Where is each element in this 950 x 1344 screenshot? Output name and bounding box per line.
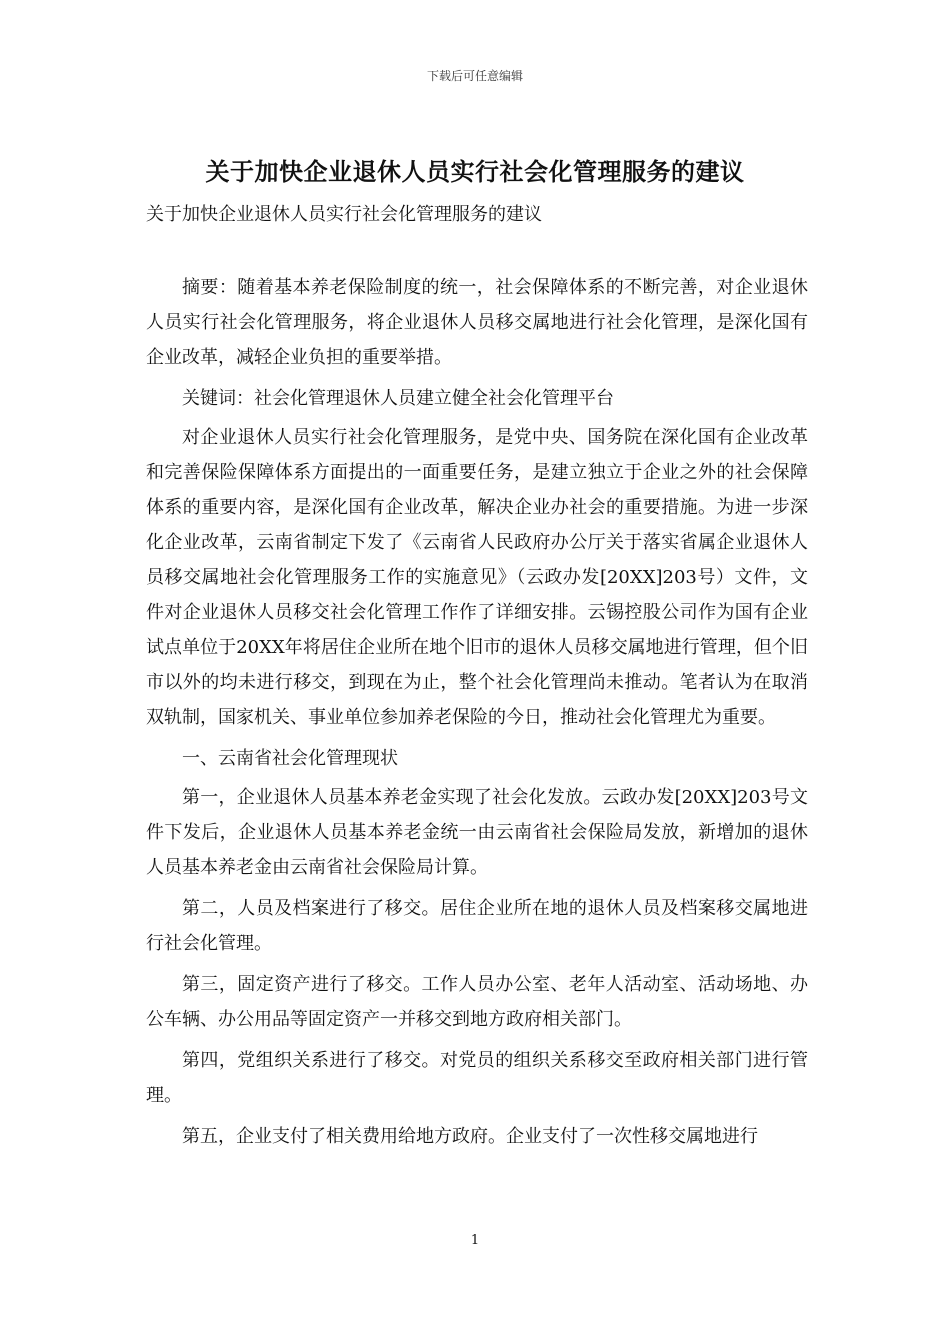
document-body (146, 270, 808, 1160)
body-paragraph: 第三，固定资产进行了移交。工作人员办公室、老年人活动室、活动场地、办公车辆、办公用品等固定资产一并移交到地方政府相关部门。 (146, 974, 808, 1030)
body-paragraph: 第二，人员及档案进行了移交。居住企业所在地的退休人员及档案移交属地进行社会化管理。 (146, 898, 808, 954)
keywords-paragraph: 关键词：社会化管理退休人员建立健全社会化管理平台 (182, 388, 614, 409)
section-heading: 一、云南省社会化管理现状 (182, 748, 398, 769)
page-number: 1 (470, 1233, 480, 1248)
document-subtitle: 关于加快企业退休人员实行社会化管理服务的建议 (146, 204, 542, 225)
body-paragraph: 第一，企业退休人员基本养老金实现了社会化发放。云政办发[20XX]203号文件下发后，企业退休人员基本养老金统一由云南省社会保险局发放，新增加的退休人员基本养老金由云南省社会保险局计算。 (146, 787, 808, 878)
document-title: 关于加快企业退休人员实行社会化管理服务的建议 (205, 157, 745, 186)
body-paragraph: 第五，企业支付了相关费用给地方政府。企业支付了一次性移交属地进行 (182, 1126, 758, 1147)
abstract-paragraph: 摘要：随着基本养老保险制度的统一，社会保障体系的不断完善，对企业退休人员实行社会化管理服务，将企业退休人员移交属地进行社会化管理，是深化国有企业改革，减轻企业负担的重要举措。 (146, 277, 808, 368)
body-paragraph: 第四，党组织关系进行了移交。对党员的组织关系移交至政府相关部门进行管理。 (146, 1050, 808, 1106)
body-paragraph: 对企业退休人员实行社会化管理服务，是党中央、国务院在深化国有企业改革和完善保险保障体系方面提出的一面重要任务，是建立独立于企业之外的社会保障体系的重要内容，是深化国有企业改革，解决企业办社会的重要措施。为进一步深化企业改革，云南省制定下发了《云南省人民政府办公厅关于落实省属企业退休人员移交属地社会化管理服务工作的实施意见》（云政办发[20XX]203号）文件，文件对企业退休人员移交社会化管理工作作了详细安排。云锡控股公司作为国有企业试点单位于20XX年将居住企业所在地个旧市的退休人员移交属地进行管理，但个旧市以外的均未进行移交，到现在为止，整个社会化管理尚未推动。笔者认为在取消双轨制，国家机关、事业单位参加养老保险的今日，推动社会化管理尤为重要。 (146, 427, 808, 728)
header-note: 下载后可任意编辑 (426, 69, 523, 83)
